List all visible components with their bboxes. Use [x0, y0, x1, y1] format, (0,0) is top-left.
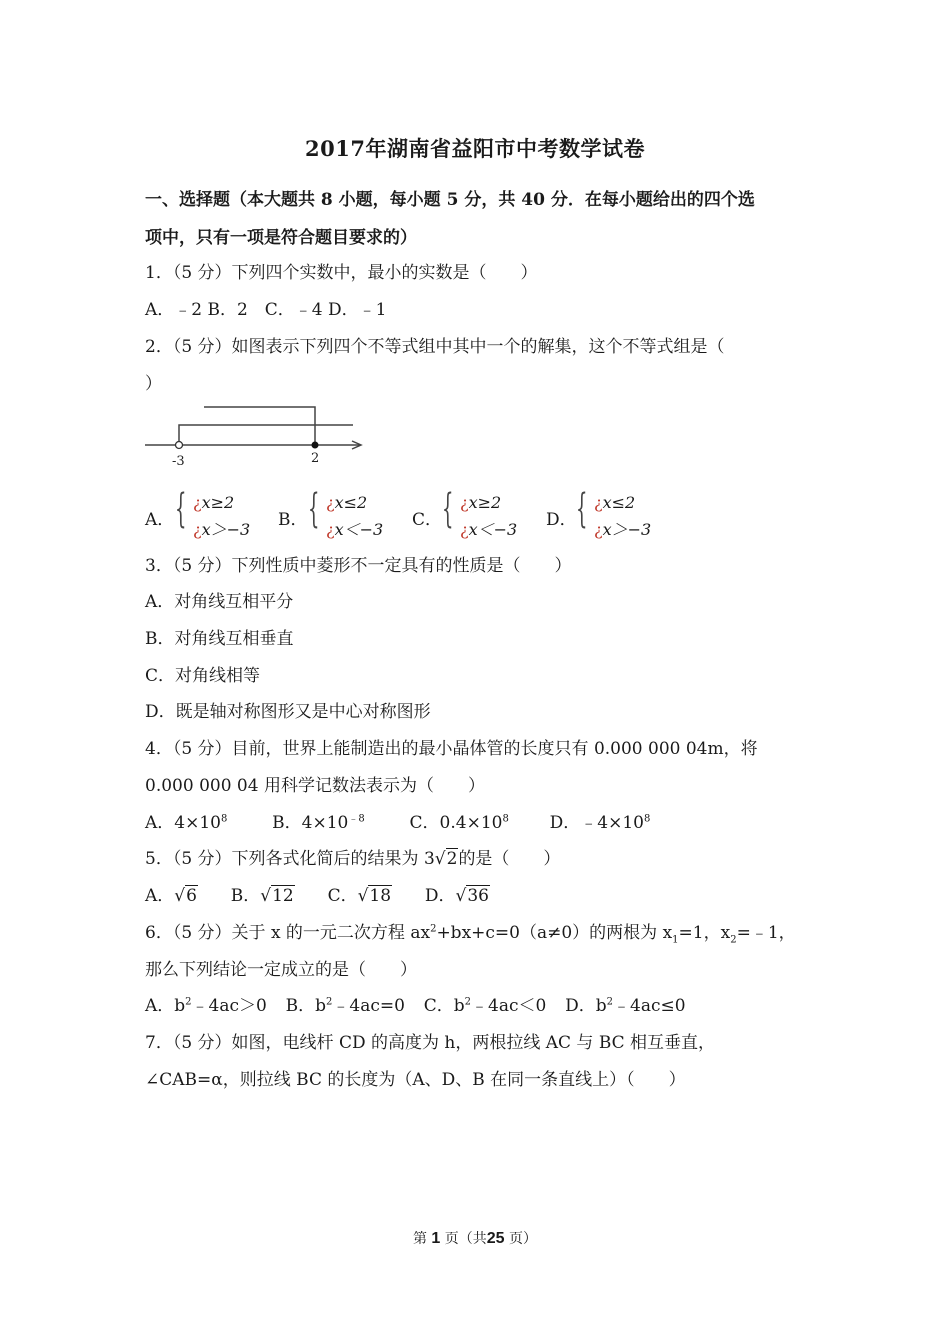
q1-options: A．﹣2 B．2 C．﹣4 D．﹣1 — [145, 300, 387, 320]
q5-stem-radicand: 2 — [446, 849, 458, 869]
q6-option-c: C．b — [423, 996, 465, 1016]
tick-label-left: -3 — [172, 454, 185, 469]
q2-option-b-label: B． — [278, 510, 308, 530]
glyph-mark: ¿ — [326, 520, 335, 539]
q5-option-c-radicand: 18 — [369, 886, 392, 906]
solution-bracket-high — [204, 407, 315, 445]
q2-stem-line2: ） — [145, 374, 162, 394]
page-title: 2017年湖南省益阳市中考数学试卷 — [305, 136, 645, 161]
q5-option-a: A． — [145, 886, 175, 906]
q6-stem-sub: 2 — [730, 934, 737, 946]
q6-stem-sup: 2 — [430, 923, 437, 935]
q4-option-b: B．4×10 — [272, 813, 349, 833]
solution-bracket-low — [179, 425, 353, 445]
glyph-mark: ¿ — [193, 493, 202, 512]
q2-stem-line1: 2．（5 分）如图表示下列四个不等式组中其中一个的解集，这个不等式组是（ — [145, 337, 725, 357]
q5-option-c: C． — [327, 886, 358, 906]
q5-option-d: D． — [424, 886, 456, 906]
q3-option-b: B．对角线互相垂直 — [145, 629, 294, 649]
q6-stem-part: =1，x — [678, 923, 731, 943]
q4-option-b-exp: ﹣8 — [348, 813, 365, 825]
q5-option-a-radicand: 6 — [186, 886, 197, 906]
closed-endpoint — [312, 442, 319, 449]
q5-option-b-radicand: 12 — [272, 886, 294, 906]
radical-icon: √ — [434, 849, 446, 869]
glyph-mark: ¿ — [326, 493, 335, 512]
q6-option-b: B．b — [285, 996, 327, 1016]
footer-mid: 页（共 — [444, 1231, 487, 1247]
brace-icon: { — [576, 486, 588, 532]
q4-option-d-exp: 8 — [643, 813, 651, 825]
q4-option-c: C．0.4×10 — [409, 813, 503, 833]
sqrt-expression — [174, 885, 198, 907]
q6-options — [145, 995, 686, 1017]
q5-stem — [145, 848, 560, 870]
radical-icon: √ — [174, 886, 186, 906]
q5-option-d-radicand: 36 — [467, 886, 489, 906]
q6-option-b-rest: ﹣4ac=0 — [332, 996, 405, 1016]
q6-stem-part: +bx+c=0（a≠0）的两根为 x — [436, 923, 673, 943]
q2-option-a-row1: x≥2 — [201, 493, 235, 512]
q2-option-d-row1: x≤2 — [602, 493, 636, 512]
q6-option-c-rest: ﹣4ac＜0 — [471, 996, 547, 1016]
q7-stem-line2: ∠CAB=α，则拉线 BC 的长度为（A、D、B 在同一条直线上）（ ） — [145, 1070, 686, 1090]
q6-option-c-sup: 2 — [464, 996, 472, 1008]
q4-stem-line1: 4．（5 分）目前，世界上能制造出的最小晶体管的长度只有 0.000 000 04m，将 — [145, 739, 758, 759]
q2-option-c-label: C． — [412, 510, 443, 530]
q7-stem-line1: 7．（5 分）如图，电线杆 CD 的高度为 h，两根拉线 AC 与 BC 相互垂直， — [145, 1033, 716, 1053]
glyph-mark: ¿ — [460, 520, 469, 539]
q4-option-c-exp: 8 — [502, 813, 509, 825]
brace-icon: { — [442, 486, 454, 532]
q4-options — [145, 812, 650, 834]
footer-total-pages: 25 — [486, 1230, 505, 1247]
q3-option-c: C．对角线相等 — [145, 666, 261, 686]
q4-option-d: D．﹣4×10 — [549, 813, 644, 833]
q6-stem-part: 6．（5 分）关于 x 的一元二次方程 ax — [145, 923, 431, 943]
radical-icon: √ — [260, 886, 272, 906]
glyph-mark: ¿ — [460, 493, 469, 512]
q6-stem-part: =﹣1， — [736, 923, 796, 943]
number-line-figure — [140, 400, 370, 470]
q2-option-d-label: D． — [546, 510, 577, 530]
sqrt-expression — [456, 885, 490, 907]
q5-option-b: B． — [230, 886, 261, 906]
q2-option-d-row2: x＞−3 — [602, 520, 652, 539]
sqrt-expression — [435, 848, 459, 870]
q6-option-a-sup: 2 — [185, 996, 192, 1008]
q6-stem-line2: 那么下列结论一定成立的是（ ） — [145, 960, 417, 980]
q3-option-a: A．对角线互相平分 — [145, 592, 294, 612]
q4-stem-line2: 0.000 000 04 用科学记数法表示为（ ） — [145, 776, 485, 796]
page-footer — [0, 1228, 950, 1248]
q5-stem-pre: 5．（5 分）下列各式化简后的结果为 3 — [145, 849, 435, 869]
radical-icon: √ — [455, 886, 467, 906]
glyph-mark: ¿ — [193, 520, 202, 539]
q1-stem: 1．（5 分）下列四个实数中，最小的实数是（ ） — [145, 263, 538, 283]
section-heading-line1: 一、选择题（本大题共 8 小题，每小题 5 分，共 40 分．在每小题给出的四个选 — [145, 190, 755, 210]
section-heading-line2: 项中，只有一项是符合题目要求的） — [145, 228, 417, 248]
footer-page-number: 1 — [431, 1230, 441, 1247]
footer-post: 页） — [509, 1231, 538, 1247]
q6-option-b-sup: 2 — [326, 996, 333, 1008]
q6-option-a: A．b — [145, 996, 186, 1016]
q2-option-a-row2: x＞−3 — [201, 520, 251, 539]
tick-label-right: 2 — [311, 451, 320, 466]
radical-icon: √ — [357, 886, 369, 906]
q6-stem-line1 — [145, 922, 796, 944]
q2-option-b-row2: x＜−3 — [334, 520, 384, 539]
q6-option-d-rest: ﹣4ac≤0 — [613, 996, 686, 1016]
brace-icon: { — [175, 486, 187, 532]
q6-option-a-rest: ﹣4ac＞0 — [191, 996, 267, 1016]
q6-option-d-sup: 2 — [606, 996, 614, 1008]
sqrt-expression — [358, 885, 392, 907]
q4-option-a: A．4×10 — [145, 813, 221, 833]
q2-option-c-row1: x≥2 — [468, 493, 502, 512]
brace-icon: { — [308, 486, 320, 532]
q2-option-c-row2: x＜−3 — [468, 520, 518, 539]
q4-option-a-exp: 8 — [220, 813, 228, 825]
glyph-mark: ¿ — [594, 520, 603, 539]
q2-option-a-label: A． — [145, 510, 175, 530]
footer-pre: 第 — [412, 1231, 427, 1247]
q2-option-b-row1: x≤2 — [334, 493, 368, 512]
q5-stem-post: 的是（ ） — [458, 849, 561, 869]
q3-option-d: D．既是轴对称图形又是中心对称图形 — [145, 702, 431, 722]
sqrt-expression — [260, 885, 294, 907]
q5-options — [145, 885, 490, 907]
q6-stem-sub: 1 — [672, 934, 679, 946]
q6-option-d: D．b — [565, 996, 607, 1016]
open-endpoint — [176, 442, 183, 449]
q3-stem: 3．（5 分）下列性质中菱形不一定具有的性质是（ ） — [145, 556, 572, 576]
glyph-mark: ¿ — [594, 493, 603, 512]
